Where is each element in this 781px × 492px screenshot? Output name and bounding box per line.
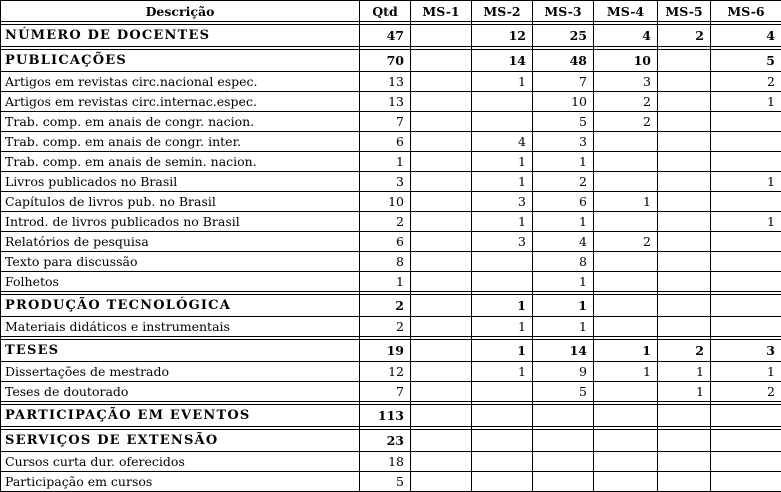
section-title-row — [1, 25, 781, 47]
row-value-cell — [594, 132, 658, 152]
row-value-cell — [411, 317, 472, 337]
row-value-cell — [411, 192, 472, 212]
row-value-cell: 4 — [533, 232, 594, 252]
row-value-cell: 5 — [360, 472, 411, 492]
row-description: Dissertações de mestrado — [1, 362, 360, 382]
row-value-cell: 1 — [533, 152, 594, 172]
section-total-cell — [533, 405, 594, 427]
row-value-cell — [658, 272, 711, 292]
row-description: Texto para discussão — [1, 252, 360, 272]
table-row — [1, 152, 781, 172]
section-total-cell: 47 — [360, 25, 411, 47]
row-value-cell — [658, 132, 711, 152]
row-value-cell: 1 — [472, 212, 533, 232]
section-total-cell — [594, 430, 658, 452]
row-value-cell — [711, 152, 781, 172]
row-value-cell: 13 — [360, 92, 411, 112]
row-value-cell: 1 — [472, 317, 533, 337]
row-description: Capítulos de livros pub. no Brasil — [1, 192, 360, 212]
row-value-cell — [594, 317, 658, 337]
section-total-cell: 2 — [658, 25, 711, 47]
table-row — [1, 472, 781, 492]
section-total-cell — [658, 50, 711, 72]
section-total-cell: 10 — [594, 50, 658, 72]
section-title-row — [1, 430, 781, 452]
section-total-cell — [658, 295, 711, 317]
row-value-cell: 7 — [360, 112, 411, 132]
section-total-cell — [411, 295, 472, 317]
section-total-cell — [658, 405, 711, 427]
row-value-cell — [472, 472, 533, 492]
row-value-cell — [594, 152, 658, 172]
row-value-cell: 10 — [533, 92, 594, 112]
row-value-cell — [472, 112, 533, 132]
section-title: PUBLICAÇÕES — [1, 50, 360, 72]
row-value-cell — [472, 452, 533, 472]
table-row — [1, 192, 781, 212]
section-total-cell — [711, 405, 781, 427]
row-value-cell: 1 — [533, 212, 594, 232]
row-value-cell — [658, 472, 711, 492]
row-value-cell: 1 — [711, 92, 781, 112]
row-value-cell: 5 — [533, 382, 594, 402]
row-value-cell — [472, 272, 533, 292]
section-title-row — [1, 50, 781, 72]
section-total-cell: 3 — [711, 340, 781, 362]
section-total-cell: 113 — [360, 405, 411, 427]
section-total-cell: 1 — [472, 340, 533, 362]
header-ms-1: MS-1 — [411, 1, 472, 22]
section-total-cell — [472, 405, 533, 427]
header-ms-2: MS-2 — [472, 1, 533, 22]
section-total-cell — [411, 50, 472, 72]
row-description: Trab. comp. em anais de congr. nacion. — [1, 112, 360, 132]
row-value-cell — [658, 252, 711, 272]
row-value-cell: 2 — [594, 232, 658, 252]
row-value-cell — [411, 382, 472, 402]
row-value-cell: 1 — [711, 212, 781, 232]
section-title: TESES — [1, 340, 360, 362]
row-value-cell — [411, 362, 472, 382]
row-value-cell: 1 — [658, 382, 711, 402]
row-value-cell: 1 — [594, 362, 658, 382]
row-value-cell: 6 — [360, 232, 411, 252]
row-value-cell: 2 — [594, 112, 658, 132]
header-ms-6: MS-6 — [711, 1, 781, 22]
row-description: Livros publicados no Brasil — [1, 172, 360, 192]
row-description: Artigos em revistas circ.internac.espec. — [1, 92, 360, 112]
row-value-cell — [594, 452, 658, 472]
row-value-cell — [411, 472, 472, 492]
section-total-cell — [594, 405, 658, 427]
section-total-cell — [411, 430, 472, 452]
row-description: Participação em cursos — [1, 472, 360, 492]
section-total-cell — [411, 340, 472, 362]
row-value-cell — [411, 232, 472, 252]
row-value-cell: 6 — [360, 132, 411, 152]
row-value-cell: 1 — [472, 362, 533, 382]
section-total-cell: 48 — [533, 50, 594, 72]
row-value-cell — [411, 72, 472, 92]
row-value-cell — [658, 212, 711, 232]
row-description: Cursos curta dur. oferecidos — [1, 452, 360, 472]
table-row — [1, 317, 781, 337]
row-value-cell — [411, 152, 472, 172]
row-value-cell — [594, 272, 658, 292]
header-qtd: Qtd — [360, 1, 411, 22]
header-ms-5: MS-5 — [658, 1, 711, 22]
row-value-cell: 1 — [594, 192, 658, 212]
table-body — [1, 22, 781, 492]
row-description: Teses de doutorado — [1, 382, 360, 402]
row-value-cell: 2 — [360, 212, 411, 232]
section-title-row — [1, 295, 781, 317]
section-title: PARTICIPAÇÃO EM EVENTOS — [1, 405, 360, 427]
row-value-cell — [711, 112, 781, 132]
row-value-cell: 1 — [658, 362, 711, 382]
row-description: Folhetos — [1, 272, 360, 292]
row-value-cell — [411, 252, 472, 272]
row-value-cell: 18 — [360, 452, 411, 472]
header-ms-4: MS-4 — [594, 1, 658, 22]
row-value-cell: 5 — [533, 112, 594, 132]
row-value-cell: 13 — [360, 72, 411, 92]
row-value-cell: 3 — [533, 132, 594, 152]
section-total-cell: 12 — [472, 25, 533, 47]
row-description: Artigos em revistas circ.nacional espec. — [1, 72, 360, 92]
row-value-cell — [594, 172, 658, 192]
row-value-cell — [711, 232, 781, 252]
row-value-cell: 4 — [472, 132, 533, 152]
row-value-cell: 1 — [472, 72, 533, 92]
row-value-cell — [533, 472, 594, 492]
row-description: Trab. comp. em anais de semin. nacion. — [1, 152, 360, 172]
section-title-row — [1, 340, 781, 362]
row-value-cell — [411, 212, 472, 232]
section-total-cell: 2 — [360, 295, 411, 317]
row-value-cell: 3 — [472, 192, 533, 212]
row-value-cell: 1 — [711, 172, 781, 192]
row-description: Introd. de livros publicados no Brasil — [1, 212, 360, 232]
row-value-cell — [658, 232, 711, 252]
row-value-cell — [594, 212, 658, 232]
row-value-cell — [711, 252, 781, 272]
row-value-cell: 12 — [360, 362, 411, 382]
table-row — [1, 92, 781, 112]
row-value-cell: 9 — [533, 362, 594, 382]
section-total-cell: 23 — [360, 430, 411, 452]
row-value-cell: 2 — [594, 92, 658, 112]
row-value-cell: 2 — [533, 172, 594, 192]
section-title: SERVIÇOS DE EXTENSÃO — [1, 430, 360, 452]
section-total-cell — [658, 430, 711, 452]
section-total-cell: 70 — [360, 50, 411, 72]
row-value-cell — [658, 172, 711, 192]
table-row — [1, 172, 781, 192]
row-value-cell: 10 — [360, 192, 411, 212]
row-value-cell — [411, 172, 472, 192]
row-value-cell: 3 — [360, 172, 411, 192]
row-value-cell: 1 — [360, 272, 411, 292]
row-value-cell: 1 — [711, 362, 781, 382]
row-value-cell — [658, 192, 711, 212]
row-value-cell — [594, 382, 658, 402]
row-value-cell — [594, 472, 658, 492]
row-value-cell: 1 — [533, 272, 594, 292]
row-value-cell: 8 — [360, 252, 411, 272]
row-value-cell: 1 — [533, 317, 594, 337]
row-value-cell: 1 — [472, 152, 533, 172]
section-title-row — [1, 405, 781, 427]
table-row — [1, 252, 781, 272]
row-value-cell: 2 — [360, 317, 411, 337]
row-value-cell: 8 — [533, 252, 594, 272]
table-row — [1, 362, 781, 382]
table-row — [1, 112, 781, 132]
row-value-cell: 2 — [711, 72, 781, 92]
section-total-cell: 2 — [658, 340, 711, 362]
row-value-cell: 7 — [533, 72, 594, 92]
section-total-cell — [711, 295, 781, 317]
row-value-cell: 1 — [360, 152, 411, 172]
section-total-cell — [411, 25, 472, 47]
section-total-cell: 5 — [711, 50, 781, 72]
row-value-cell — [658, 452, 711, 472]
row-value-cell — [411, 92, 472, 112]
table-row — [1, 452, 781, 472]
table-row — [1, 212, 781, 232]
row-value-cell — [711, 317, 781, 337]
header-descricao: Descrição — [1, 1, 360, 22]
section-total-cell — [411, 405, 472, 427]
section-total-cell — [533, 430, 594, 452]
section-total-cell: 19 — [360, 340, 411, 362]
row-value-cell — [411, 452, 472, 472]
section-total-cell: 14 — [533, 340, 594, 362]
row-value-cell: 3 — [472, 232, 533, 252]
header-row — [1, 1, 781, 22]
row-value-cell — [411, 132, 472, 152]
row-value-cell: 6 — [533, 192, 594, 212]
row-value-cell — [711, 192, 781, 212]
table-row — [1, 272, 781, 292]
row-value-cell — [711, 472, 781, 492]
row-value-cell — [658, 112, 711, 132]
section-total-cell — [711, 430, 781, 452]
row-value-cell: 3 — [594, 72, 658, 92]
row-value-cell: 7 — [360, 382, 411, 402]
row-value-cell — [472, 92, 533, 112]
section-total-cell: 1 — [472, 295, 533, 317]
row-description: Materiais didáticos e instrumentais — [1, 317, 360, 337]
row-value-cell: 2 — [711, 382, 781, 402]
table-row — [1, 382, 781, 402]
table-row — [1, 132, 781, 152]
row-value-cell — [472, 382, 533, 402]
row-description: Relatórios de pesquisa — [1, 232, 360, 252]
row-value-cell — [658, 72, 711, 92]
section-total-cell — [472, 430, 533, 452]
row-value-cell — [711, 272, 781, 292]
section-total-cell: 1 — [594, 340, 658, 362]
row-value-cell — [594, 252, 658, 272]
row-value-cell — [411, 272, 472, 292]
section-title: PRODUÇÃO TECNOLÓGICA — [1, 295, 360, 317]
table-row — [1, 72, 781, 92]
row-value-cell — [658, 317, 711, 337]
section-total-cell: 1 — [533, 295, 594, 317]
row-description: Trab. comp. em anais de congr. inter. — [1, 132, 360, 152]
section-title: NÚMERO DE DOCENTES — [1, 25, 360, 47]
section-total-cell: 4 — [711, 25, 781, 47]
row-value-cell — [711, 452, 781, 472]
row-value-cell — [533, 452, 594, 472]
section-total-cell: 14 — [472, 50, 533, 72]
row-value-cell — [658, 152, 711, 172]
row-value-cell — [658, 92, 711, 112]
row-value-cell: 1 — [472, 172, 533, 192]
row-value-cell — [472, 252, 533, 272]
section-total-cell: 25 — [533, 25, 594, 47]
table-row — [1, 232, 781, 252]
row-value-cell — [411, 112, 472, 132]
row-value-cell — [711, 132, 781, 152]
header-ms-3: MS-3 — [533, 1, 594, 22]
section-total-cell — [594, 295, 658, 317]
section-total-cell: 4 — [594, 25, 658, 47]
